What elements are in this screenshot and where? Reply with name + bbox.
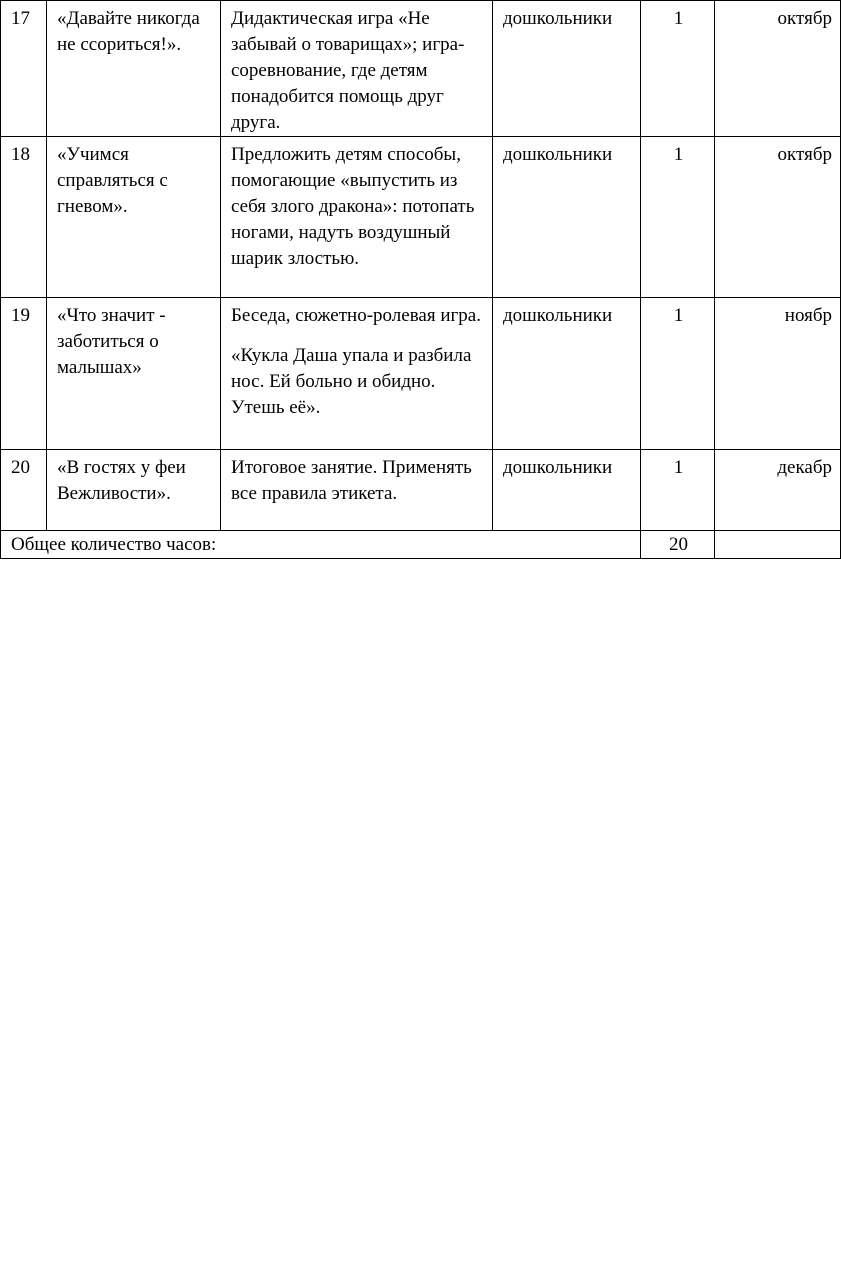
table-row: [1, 450, 841, 531]
lesson-description-extra: «Кукла Даша упала и разбила нос. Ей больно и обидно. Утешь её».: [231, 345, 472, 418]
lesson-description-cell: [221, 298, 493, 450]
row-number: 19: [1, 298, 47, 450]
lesson-plan-table: [0, 0, 841, 559]
lesson-audience: дошкольники: [493, 137, 641, 298]
lesson-hours: 1: [641, 298, 715, 450]
lesson-description: Дидактическая игра «Не забывай о товарищах»; игра-соревнование, где детям понадобится помощь друг друга.: [221, 1, 493, 137]
table-row: [1, 298, 841, 450]
lesson-month: октябр: [715, 137, 841, 298]
lesson-description: Предложить детям способы, помогающие «выпустить из себя злого дракона»: потопать ногами, надуть воздушный шарик злостью.: [221, 137, 493, 298]
row-number: 17: [1, 1, 47, 137]
lesson-description: Беседа, сюжетно-ролевая игра.: [231, 305, 481, 326]
total-empty-cell: [715, 531, 841, 559]
total-label: Общее количество часов:: [1, 531, 641, 559]
lesson-hours: 1: [641, 1, 715, 137]
row-number: 18: [1, 137, 47, 298]
lesson-audience: дошкольники: [493, 1, 641, 137]
table-row: [1, 1, 841, 137]
total-hours: 20: [641, 531, 715, 559]
lesson-title: «Давайте никогда не ссориться!».: [47, 1, 221, 137]
lesson-title: «Что значит - заботиться о малышах»: [47, 298, 221, 450]
lesson-hours: 1: [641, 450, 715, 531]
row-number: 20: [1, 450, 47, 531]
lesson-description: Итоговое занятие. Применять все правила этикета.: [221, 450, 493, 531]
lesson-month: октябр: [715, 1, 841, 137]
lesson-title: «Учимся справляться с гневом».: [47, 137, 221, 298]
lesson-month: ноябр: [715, 298, 841, 450]
lesson-hours: 1: [641, 137, 715, 298]
lesson-audience: дошкольники: [493, 450, 641, 531]
lesson-month: декабр: [715, 450, 841, 531]
total-row: [1, 531, 841, 559]
table-row: [1, 137, 841, 298]
lesson-audience: дошкольники: [493, 298, 641, 450]
lesson-title: «В гостях у феи Вежливости».: [47, 450, 221, 531]
